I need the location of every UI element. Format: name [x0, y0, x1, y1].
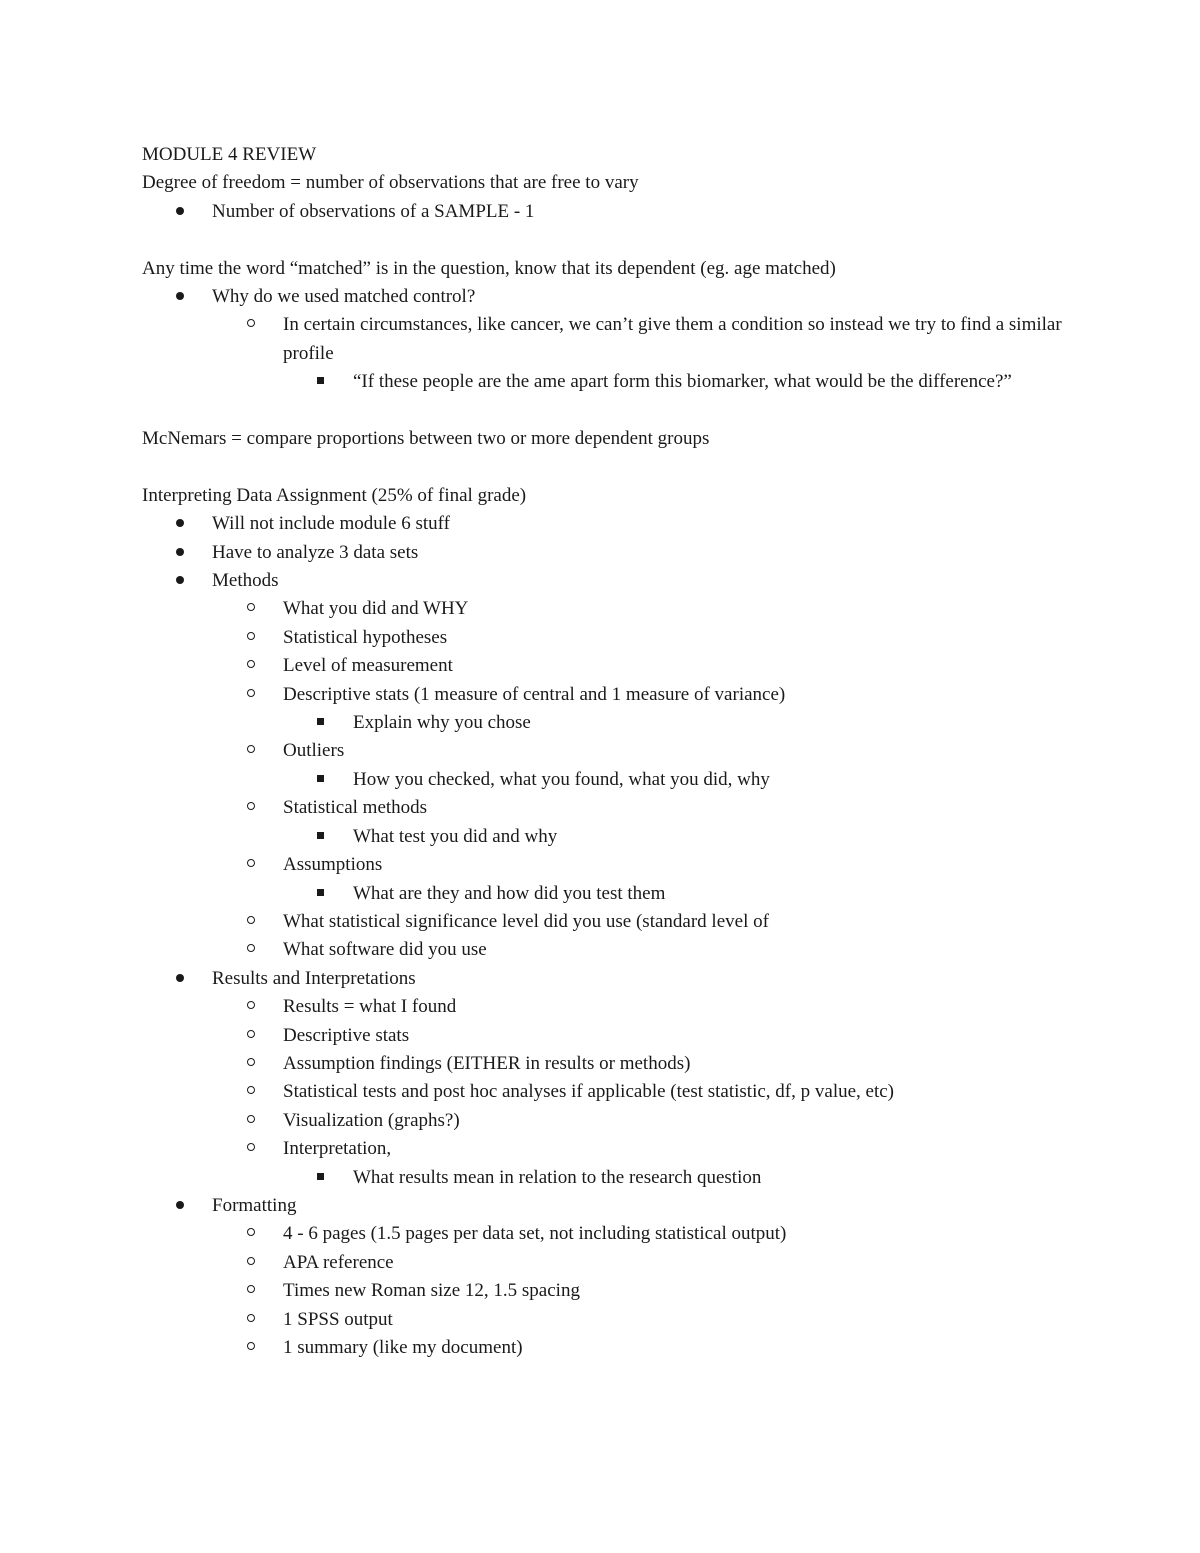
list-item: Descriptive stats (1 measure of central and 1 measure of variance): [142, 681, 1082, 709]
hollow-circle-bullet-icon: [247, 1135, 255, 1163]
hollow-circle-bullet-icon: [247, 1249, 255, 1277]
list-item: APA reference: [142, 1249, 1082, 1277]
list-item: Statistical hypotheses: [142, 624, 1082, 652]
filled-circle-bullet-icon: [176, 1192, 184, 1220]
blank-line: [142, 453, 1082, 481]
square-bullet-icon: [317, 1164, 324, 1192]
list-item: How you checked, what you found, what you did, why: [142, 766, 1082, 794]
list-item: What are they and how did you test them: [142, 880, 1082, 908]
hollow-circle-bullet-icon: [247, 624, 255, 652]
mcnemars-definition: McNemars = compare proportions between two or more dependent groups: [142, 428, 710, 450]
list-item: Have to analyze 3 data sets: [142, 539, 1082, 567]
hollow-circle-bullet-icon: [247, 936, 255, 964]
hollow-circle-bullet-icon: [247, 1334, 255, 1362]
list-item: What test you did and why: [142, 823, 1082, 851]
list-item: Assumptions: [142, 851, 1082, 879]
list-item: 4 - 6 pages (1.5 pages per data set, not including statistical output): [142, 1220, 1082, 1248]
list-item: Interpretation,: [142, 1135, 1082, 1163]
hollow-circle-bullet-icon: [247, 1107, 255, 1135]
assignment-heading: Interpreting Data Assignment (25% of final grade): [142, 484, 527, 506]
hollow-circle-bullet-icon: [247, 794, 255, 822]
list-item: Times new Roman size 12, 1.5 spacing: [142, 1277, 1082, 1305]
list-item: What software did you use: [142, 936, 1082, 964]
square-bullet-icon: [317, 709, 324, 737]
blank-line: [142, 226, 1082, 254]
hollow-circle-bullet-icon: [247, 652, 255, 680]
list-item-results: Results and Interpretations: [142, 965, 1082, 993]
list-item: What statistical significance level did you use (standard level of: [142, 908, 1082, 936]
filled-circle-bullet-icon: [176, 539, 184, 567]
filled-circle-bullet-icon: [176, 567, 184, 595]
list-item-formatting: Formatting: [142, 1192, 1082, 1220]
square-bullet-icon: [317, 766, 324, 794]
list-item: Outliers: [142, 737, 1082, 765]
hollow-circle-bullet-icon: [247, 681, 255, 709]
list-item: Results = what I found: [142, 993, 1082, 1021]
list-item: What results mean in relation to the research question: [142, 1164, 1082, 1192]
list-item: Level of measurement: [142, 652, 1082, 680]
list-item: 1 SPSS output: [142, 1306, 1082, 1334]
hollow-circle-bullet-icon: [247, 595, 255, 623]
list-item: Visualization (graphs?): [142, 1107, 1082, 1135]
list-item: In certain circumstances, like cancer, we can’t give them a condition so instead we try to find a similar profile: [142, 311, 1082, 368]
hollow-circle-bullet-icon: [247, 1306, 255, 1334]
document-page: [142, 141, 1082, 1362]
list-item: Will not include module 6 stuff: [142, 510, 1082, 538]
list-item: What you did and WHY: [142, 595, 1082, 623]
hollow-circle-bullet-icon: [247, 1078, 255, 1106]
filled-circle-bullet-icon: [176, 965, 184, 993]
square-bullet-icon: [317, 880, 324, 908]
filled-circle-bullet-icon: [176, 510, 184, 538]
square-bullet-icon: [317, 368, 324, 396]
list-item: Explain why you chose: [142, 709, 1082, 737]
filled-circle-bullet-icon: [176, 198, 184, 226]
hollow-circle-bullet-icon: [247, 993, 255, 1021]
list-item: “If these people are the ame apart form this biomarker, what would be the difference?”: [142, 368, 1082, 396]
hollow-circle-bullet-icon: [247, 311, 255, 339]
hollow-circle-bullet-icon: [247, 1022, 255, 1050]
list-item-methods: Methods: [142, 567, 1082, 595]
hollow-circle-bullet-icon: [247, 1220, 255, 1248]
hollow-circle-bullet-icon: [247, 1050, 255, 1078]
list-item: Why do we used matched control?: [142, 283, 1082, 311]
list-item: Statistical tests and post hoc analyses if applicable (test statistic, df, p value, etc): [142, 1078, 1082, 1106]
list-item: Statistical methods: [142, 794, 1082, 822]
list-item: Descriptive stats: [142, 1022, 1082, 1050]
list-item: Assumption findings (EITHER in results or methods): [142, 1050, 1082, 1078]
df-definition: Degree of freedom = number of observations that are free to vary: [142, 172, 639, 194]
hollow-circle-bullet-icon: [247, 737, 255, 765]
list-item: 1 summary (like my document): [142, 1334, 1082, 1362]
blank-line: [142, 397, 1082, 425]
square-bullet-icon: [317, 823, 324, 851]
filled-circle-bullet-icon: [176, 283, 184, 311]
matched-statement: Any time the word “matched” is in the question, know that its dependent (eg. age matched): [142, 257, 836, 279]
hollow-circle-bullet-icon: [247, 1277, 255, 1305]
list-item: Number of observations of a SAMPLE - 1: [142, 198, 1082, 226]
hollow-circle-bullet-icon: [247, 908, 255, 936]
page-title: MODULE 4 REVIEW: [142, 144, 317, 165]
hollow-circle-bullet-icon: [247, 851, 255, 879]
